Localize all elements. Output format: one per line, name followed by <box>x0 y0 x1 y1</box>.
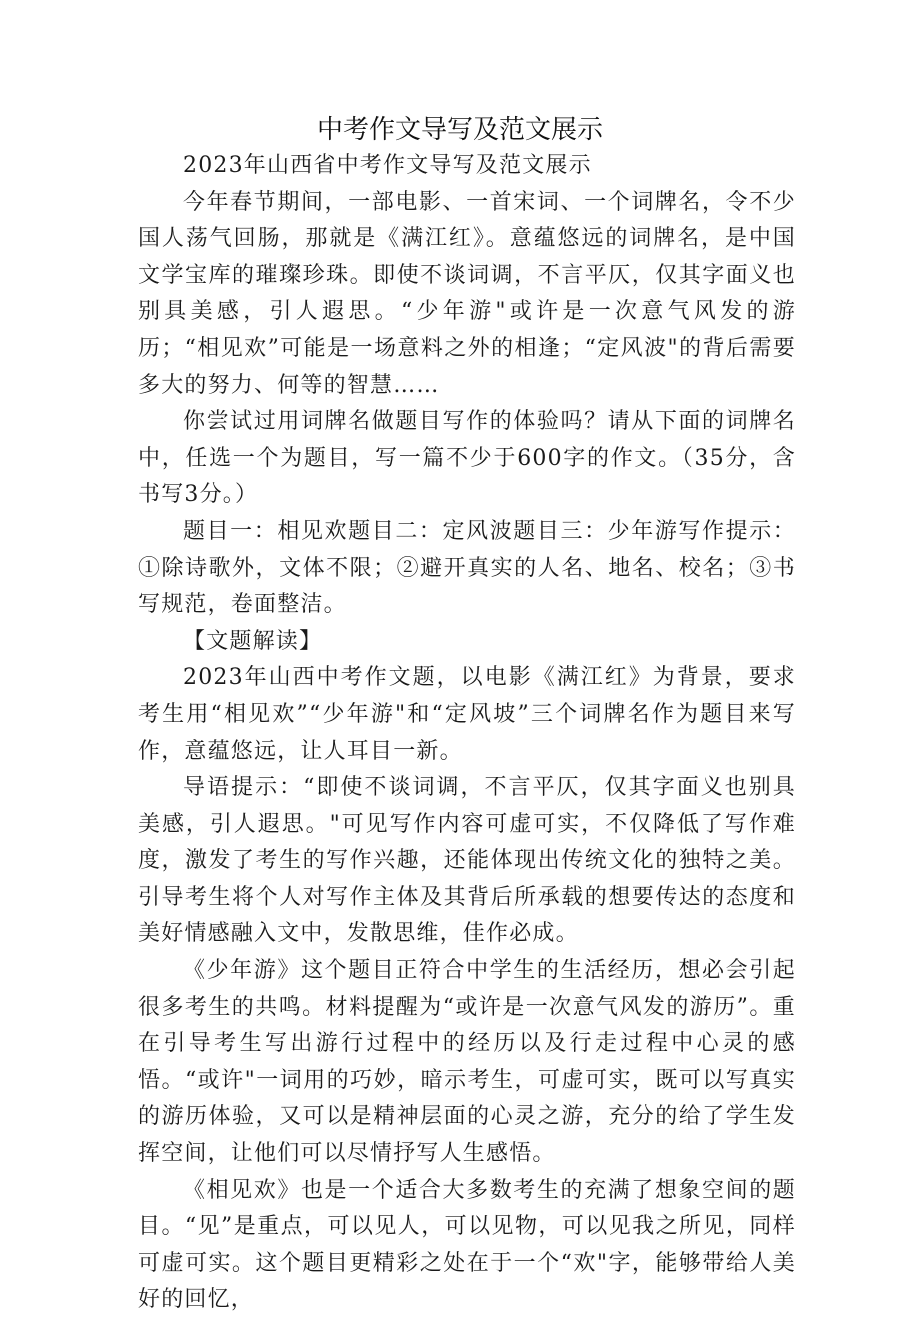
xiangjianhuan-paragraph: 《相见欢》也是一个适合大多数考生的充满了想象空间的题目。“见”是重点，可以见人，可以见物，可以见我之所见，同样可虚可实。这个题目更精彩之处在于一个“欢"字，能够带给人美好的回忆， <box>138 1177 796 1313</box>
shaoniányou-paragraph: 《少年游》这个题目正符合中学生的生活经历，想必会引起很多考生的共鸣。材料提醒为“或许是一次意气风发的游历”。重在引导考生写出游行过程中的经历以及行走过程中心灵的感悟。“或许"一词用的巧妙，暗示考生，可虚可实，既可以写真实的游历体验，又可以是精神层面的心灵之游，充分的给了学生发挥空间，让他们可以尽情抒写人生感悟。 <box>138 958 796 1167</box>
document-title: 中考作文导写及范文展示 <box>316 115 603 145</box>
subtitle-paragraph: 2023年山西省中考作文导写及范文展示 <box>183 153 592 178</box>
document-body <box>138 148 796 1319</box>
analysis-paragraph: 2023年山西中考作文题，以电影《满江红》为背景，要求考生用“相见欢”“少年游"和“定风坡”三个词牌名作为题目来写作，意蕴悠远，让人耳目一新。 <box>138 665 796 764</box>
intro-paragraph: 今年春节期间，一部电影、一首宋词、一个词牌名，令不少国人荡气回肠，那就是《满江红》。意蕴悠远的词牌名，是中国文学宝库的璀璨珍珠。即使不谈词调，不言平仄，仅其字面义也别具美感，引人遐思。“少年游"或许是一次意气风发的游历；“相见欢”可能是一场意料之外的相逢；“定风波"的背后需要多大的努力、何等的智慧…… <box>138 189 796 398</box>
prompt-paragraph: 你尝试过用词牌名做题目写作的体验吗？请从下面的词牌名中，任选一个为题目，写一篇不少于600字的作文。（35分，含书写3分。） <box>138 409 796 508</box>
guide-paragraph: 导语提示：“即使不谈词调，不言平仄，仅其字面义也别具美感，引人遐思。"可见写作内容可虚可实，不仅降低了写作难度，激发了考生的写作兴趣，还能体现出传统文化的独特之美。引导考生将个人对写作主体及其背后所承载的想要传达的态度和美好情感融入文中，发散思维，佳作必成。 <box>138 775 796 947</box>
section-heading: 【文题解读】 <box>183 628 323 654</box>
topics-paragraph: 题目一：相见欢题目二：定风波题目三：少年游写作提示：①除诗歌外，文体不限；②避开真实的人名、地名、校名；③书写规范，卷面整洁。 <box>138 518 796 618</box>
